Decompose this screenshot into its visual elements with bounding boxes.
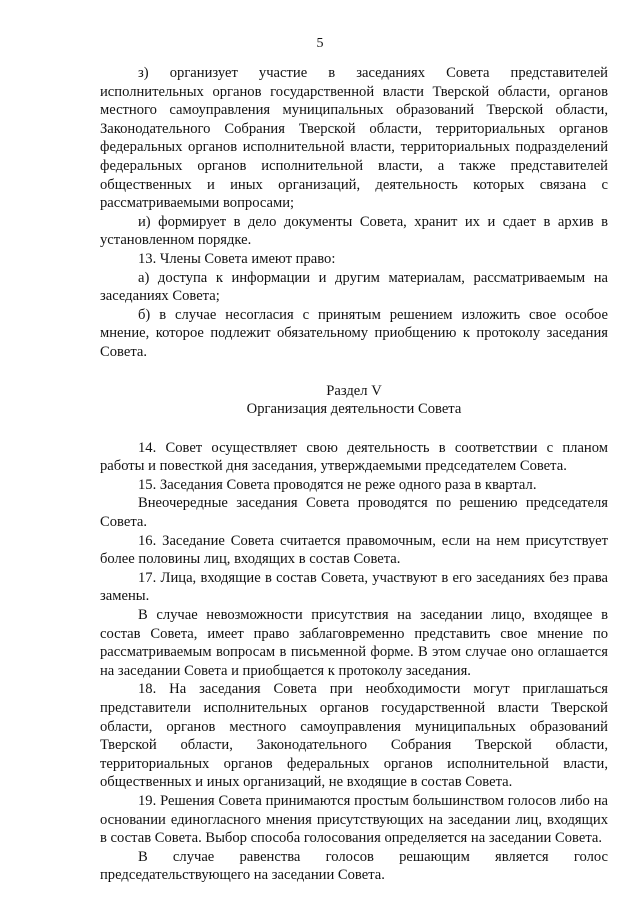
paragraph-19: 19. Решения Совета принимаются простым большинством голосов либо на основании единогласного мнения присутствующих на заседании лиц, входящих в состав Совета. Выбор способа голосования определяется на заседании Совета.	[100, 792, 608, 847]
paragraph-17: 17. Лица, входящие в состав Совета, участвуют в его заседаниях без права замены.	[100, 569, 608, 605]
page-number: 5	[316, 36, 324, 51]
paragraph-15-extra: Внеочередные заседания Совета проводятся по решению председателя Совета.	[100, 495, 608, 531]
paragraph-19-extra: В случае равенства голосов решающим является голос председательствующего на заседании Совета.	[100, 848, 608, 884]
paragraph-13: 13. Члены Совета имеют право:	[138, 250, 336, 267]
paragraph-18: 18. На заседания Совета при необходимости могут приглашаться представители исполнительных органов государственной власти Тверской области, органов местного самоуправления муниципальных образований Тверской области, Законодательного Собрания Тверской области, территориальных органов федеральных органов исполнительной власти, общественных и иных организаций, не входящие в состав Совета.	[100, 681, 608, 791]
document-body	[100, 64, 608, 885]
section-number: Раздел V	[326, 382, 382, 399]
paragraph-17-extra: В случае невозможности присутствия на заседании лицо, входящее в состав Совета, имеет право заблаговременно представить свое мнение по рассматриваемым вопросам в письменной форме. В этом случае оно оглашается на заседании Совета и приобщается к протоколу заседания.	[100, 607, 608, 679]
paragraph-item-a: а) доступа к информации и другим материалам, рассматриваемым на заседаниях Совета;	[100, 269, 608, 305]
paragraph-15: 15. Заседания Совета проводятся не реже одного раза в квартал.	[138, 476, 537, 493]
paragraph-item-z: з) организует участие в заседаниях Совета представителей исполнительных органов государственной власти Тверской области, органов местного самоуправления муниципальных образований Тверской области, Законодательного Собрания Тверской области, территориальных органов федеральных органов исполнительной власти, территориальных подразделений федеральных органов исполнительной власти, а также представителей общественных и иных организаций, деятельность которых связана с рассматриваемыми вопросами;	[100, 65, 608, 212]
paragraph-14: 14. Совет осуществляет свою деятельность в соответствии с планом работы и повесткой дня заседания, утверждаемыми председателем Совета.	[100, 439, 608, 475]
section-title: Организация деятельности Совета	[246, 401, 462, 418]
paragraph-item-b: б) в случае несогласия с принятым решением изложить свое особое мнение, которое подлежит обязательному приобщению к протоколу заседания Совета.	[100, 306, 608, 360]
paragraph-16: 16. Заседание Совета считается правомочным, если на нем присутствует более половины лиц, входящих в состав Совета.	[100, 532, 608, 568]
paragraph-item-i: и) формирует в дело документы Совета, хранит их и сдает в архив в установленном порядке.	[100, 213, 608, 249]
